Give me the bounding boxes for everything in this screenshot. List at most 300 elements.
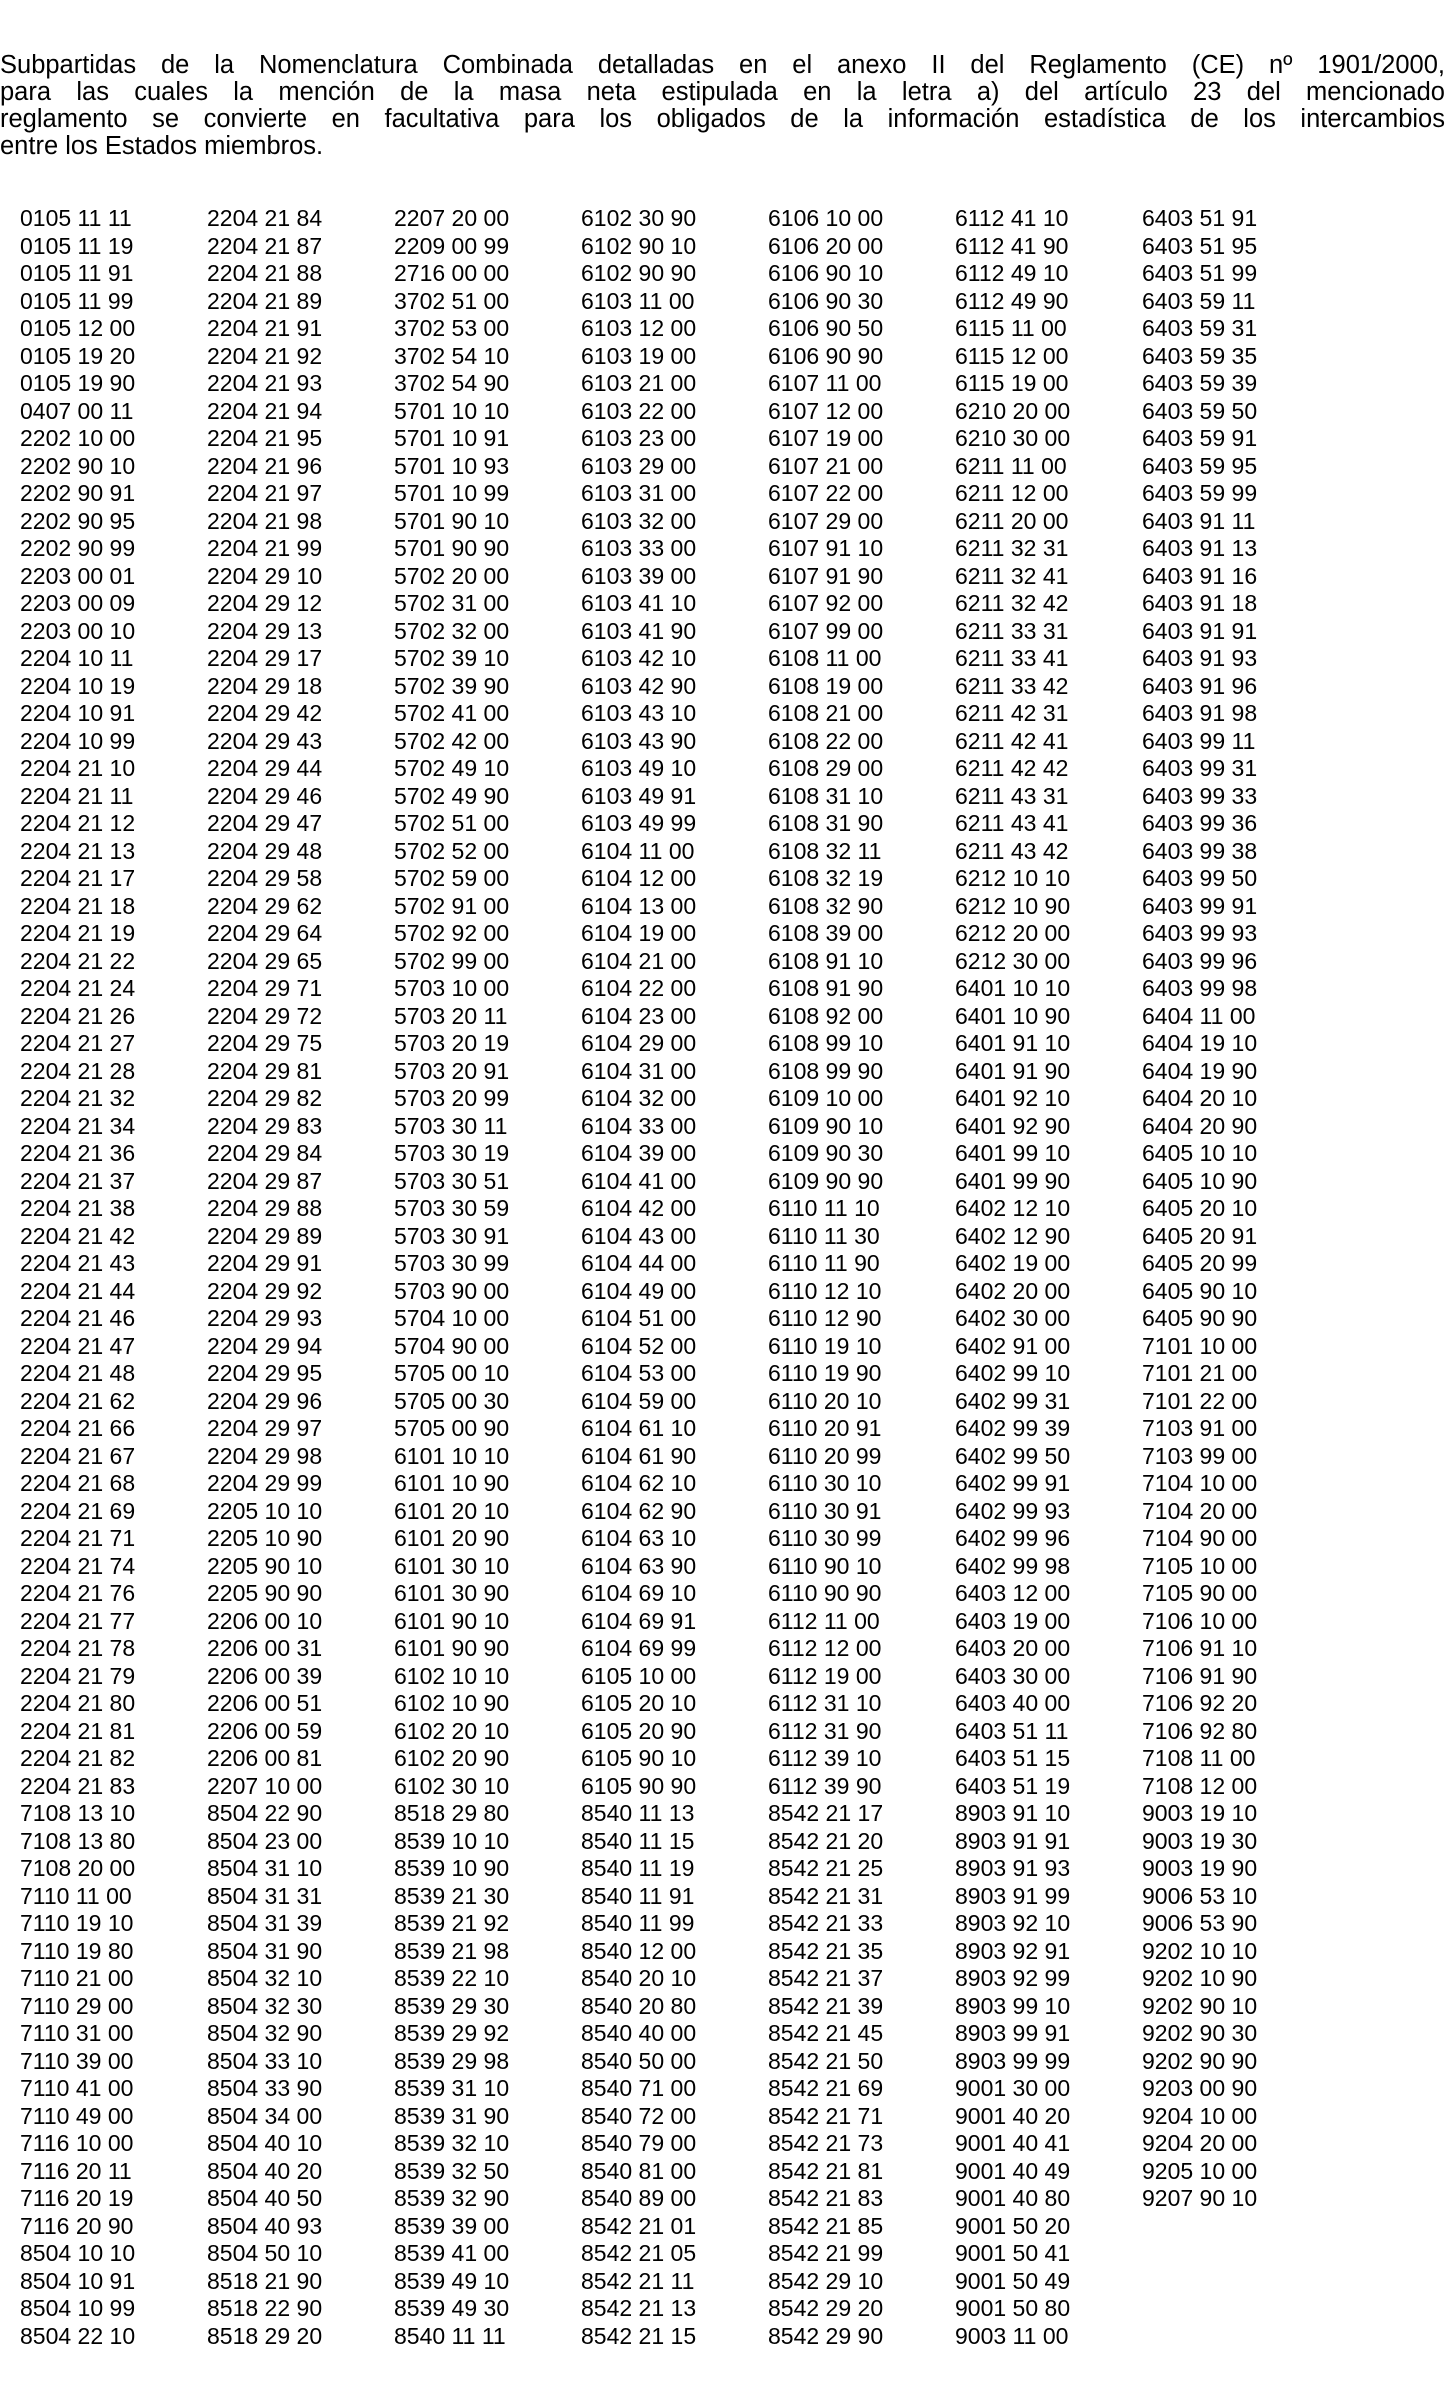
cn-code: 6211 33 41 bbox=[955, 645, 1069, 671]
cn-code: 6401 10 90 bbox=[955, 1002, 1071, 1029]
cn-code: 2204 29 65 bbox=[207, 947, 323, 974]
cn-code: 6115 11 00 bbox=[955, 315, 1067, 341]
cn-code: 8540 11 19 bbox=[581, 1855, 695, 1881]
cn-code: 8504 10 99 bbox=[20, 2295, 136, 2321]
cn-code: 6405 90 10 bbox=[1142, 1277, 1258, 1304]
cn-code: 6103 43 10 bbox=[581, 700, 697, 726]
cn-code: 5703 20 11 bbox=[394, 1002, 508, 1029]
cn-code: 2204 29 13 bbox=[207, 617, 323, 644]
cn-code: 6104 51 00 bbox=[581, 1305, 697, 1331]
code-column bbox=[768, 205, 938, 2350]
cn-code: 9001 40 20 bbox=[955, 2102, 1071, 2129]
cn-code: 6107 91 90 bbox=[768, 562, 884, 589]
cn-code: 6211 32 31 bbox=[955, 535, 1069, 561]
cn-code: 9001 50 20 bbox=[955, 2212, 1071, 2239]
cn-code: 2203 00 10 bbox=[20, 617, 136, 644]
cn-code: 6103 42 90 bbox=[581, 672, 697, 699]
cn-code: 8539 32 10 bbox=[394, 2130, 510, 2156]
cn-code: 2206 00 51 bbox=[207, 1690, 323, 1716]
cn-code: 6110 19 90 bbox=[768, 1360, 882, 1386]
cn-code: 2204 29 99 bbox=[207, 1470, 323, 1496]
cn-code: 8504 32 10 bbox=[207, 1965, 323, 1991]
cn-code: 6110 30 99 bbox=[768, 1525, 882, 1551]
cn-code: 6402 99 50 bbox=[955, 1442, 1071, 1469]
cn-code: 6104 69 99 bbox=[581, 1635, 697, 1661]
cn-code: 8540 11 91 bbox=[581, 1882, 695, 1909]
cn-code: 8542 21 17 bbox=[768, 1800, 884, 1826]
cn-code: 2204 29 91 bbox=[207, 1250, 323, 1276]
cn-code: 8504 40 20 bbox=[207, 2157, 323, 2184]
cn-code: 7108 20 00 bbox=[20, 1855, 136, 1881]
cn-code: 6210 30 00 bbox=[955, 425, 1071, 451]
cn-code: 8504 31 31 bbox=[207, 1882, 323, 1909]
cn-code: 2202 90 99 bbox=[20, 535, 136, 561]
cn-code: 6106 90 10 bbox=[768, 260, 884, 286]
cn-code: 6104 31 00 bbox=[581, 1057, 697, 1084]
cn-code: 2204 21 32 bbox=[20, 1085, 136, 1111]
cn-code: 8542 21 39 bbox=[768, 1992, 884, 2019]
cn-code: 2204 21 68 bbox=[20, 1470, 136, 1496]
cn-code: 6402 99 96 bbox=[955, 1525, 1071, 1551]
cn-code: 9202 10 90 bbox=[1142, 1965, 1258, 1991]
cn-code: 6110 12 10 bbox=[768, 1277, 882, 1304]
cn-code: 5705 00 90 bbox=[394, 1415, 510, 1441]
cn-code: 8542 21 11 bbox=[581, 2267, 695, 2294]
cn-code: 8542 29 90 bbox=[768, 2322, 884, 2349]
cn-code: 6107 19 00 bbox=[768, 425, 884, 451]
cn-code: 7104 10 00 bbox=[1142, 1470, 1258, 1496]
cn-code: 7108 11 00 bbox=[1142, 1745, 1256, 1771]
cn-code: 8540 20 80 bbox=[581, 1992, 697, 2019]
cn-code: 0105 19 20 bbox=[20, 342, 136, 369]
cn-code: 5703 30 19 bbox=[394, 1140, 510, 1166]
cn-code: 6104 42 00 bbox=[581, 1195, 697, 1221]
cn-code: 6108 99 90 bbox=[768, 1057, 884, 1084]
cn-code: 8540 40 00 bbox=[581, 2020, 697, 2046]
cn-code: 6112 31 10 bbox=[768, 1690, 882, 1716]
cn-code: 2204 29 72 bbox=[207, 1002, 323, 1029]
cn-code: 6108 31 90 bbox=[768, 810, 884, 836]
intro-line: entre los Estados miembros. bbox=[0, 132, 324, 160]
cn-code: 9001 40 80 bbox=[955, 2185, 1071, 2211]
cn-code: 2204 29 96 bbox=[207, 1387, 323, 1414]
cn-code: 8539 21 92 bbox=[394, 1910, 510, 1936]
cn-code: 6103 41 10 bbox=[581, 590, 697, 616]
cn-code: 2204 21 12 bbox=[20, 810, 136, 836]
code-column bbox=[581, 205, 751, 2350]
cn-code: 0105 11 11 bbox=[20, 205, 132, 231]
cn-code: 2204 21 47 bbox=[20, 1332, 136, 1359]
cn-code: 2204 21 43 bbox=[20, 1250, 136, 1276]
cn-code: 6108 19 00 bbox=[768, 672, 884, 699]
cn-code: 6109 10 00 bbox=[768, 1085, 884, 1111]
cn-code: 6211 32 42 bbox=[955, 590, 1069, 616]
cn-code: 9003 11 00 bbox=[955, 2322, 1069, 2349]
cn-code: 8542 21 15 bbox=[581, 2322, 697, 2349]
cn-code: 6211 11 00 bbox=[955, 452, 1067, 479]
cn-code: 6106 90 90 bbox=[768, 342, 884, 369]
cn-code: 6405 20 99 bbox=[1142, 1250, 1258, 1276]
cn-code: 6211 42 42 bbox=[955, 755, 1069, 781]
cn-code: 9202 90 10 bbox=[1142, 1992, 1258, 2019]
cn-code: 5705 00 30 bbox=[394, 1387, 510, 1414]
cn-code: 8539 49 10 bbox=[394, 2267, 510, 2294]
cn-code: 6104 43 00 bbox=[581, 1222, 697, 1249]
cn-code: 2204 29 88 bbox=[207, 1195, 323, 1221]
cn-code: 7104 90 00 bbox=[1142, 1525, 1258, 1551]
cn-code: 5702 99 00 bbox=[394, 947, 510, 974]
cn-code: 6112 49 90 bbox=[955, 287, 1069, 314]
cn-code: 6403 59 91 bbox=[1142, 425, 1258, 451]
cn-code: 6104 11 00 bbox=[581, 837, 695, 864]
intro-line: Subpartidas de la Nomenclatura Combinada detalladas en el anexo II del Reglamento (CE) nº 1901/2000, bbox=[0, 51, 1445, 79]
cn-code: 2204 21 83 bbox=[20, 1772, 136, 1799]
cn-code: 6402 30 00 bbox=[955, 1305, 1071, 1331]
cn-code: 2202 90 10 bbox=[20, 452, 136, 479]
cn-code: 9006 53 10 bbox=[1142, 1882, 1258, 1909]
cn-code: 6404 19 10 bbox=[1142, 1030, 1258, 1056]
cn-code: 2204 21 92 bbox=[207, 342, 323, 369]
cn-code: 6405 10 90 bbox=[1142, 1167, 1258, 1194]
cn-code: 8504 31 10 bbox=[207, 1855, 323, 1881]
cn-code: 6109 90 30 bbox=[768, 1140, 884, 1166]
cn-code: 2204 21 94 bbox=[207, 397, 323, 424]
cn-code: 6405 10 10 bbox=[1142, 1140, 1258, 1166]
cn-code: 8542 21 31 bbox=[768, 1882, 884, 1909]
cn-code: 7116 20 90 bbox=[20, 2212, 134, 2239]
cn-code: 6103 32 00 bbox=[581, 507, 697, 534]
cn-code: 6108 32 19 bbox=[768, 865, 884, 891]
cn-code: 0105 11 19 bbox=[20, 232, 134, 259]
cn-code: 6110 11 30 bbox=[768, 1222, 880, 1249]
cn-code: 6103 19 00 bbox=[581, 342, 697, 369]
cn-code: 9003 19 30 bbox=[1142, 1827, 1258, 1854]
cn-code: 6212 10 90 bbox=[955, 892, 1071, 919]
cn-code: 6104 62 10 bbox=[581, 1470, 697, 1496]
cn-code: 6103 23 00 bbox=[581, 425, 697, 451]
cn-code: 6104 59 00 bbox=[581, 1387, 697, 1414]
cn-code: 6105 20 10 bbox=[581, 1690, 697, 1716]
cn-code: 6106 10 00 bbox=[768, 205, 884, 231]
cn-code: 6210 20 00 bbox=[955, 397, 1071, 424]
cn-code: 2202 90 95 bbox=[20, 507, 136, 534]
cn-code: 6104 49 00 bbox=[581, 1277, 697, 1304]
cn-code: 6403 51 99 bbox=[1142, 260, 1258, 286]
cn-code: 6101 10 90 bbox=[394, 1470, 510, 1496]
cn-code: 8518 21 90 bbox=[207, 2267, 323, 2294]
cn-code: 6102 10 10 bbox=[394, 1662, 510, 1689]
cn-code: 6108 39 00 bbox=[768, 920, 884, 946]
cn-code: 2204 21 66 bbox=[20, 1415, 136, 1441]
code-column bbox=[207, 205, 377, 2350]
cn-code: 2204 21 74 bbox=[20, 1552, 136, 1579]
cn-code: 2204 21 84 bbox=[207, 205, 323, 231]
cn-code: 6403 99 36 bbox=[1142, 810, 1258, 836]
cn-code: 8540 11 13 bbox=[581, 1800, 695, 1826]
code-column bbox=[20, 205, 190, 2350]
cn-code: 5702 39 90 bbox=[394, 672, 510, 699]
cn-code: 6103 12 00 bbox=[581, 315, 697, 341]
cn-code: 9001 50 49 bbox=[955, 2267, 1071, 2294]
cn-code: 0105 11 91 bbox=[20, 260, 134, 286]
cn-code: 2205 90 10 bbox=[207, 1552, 323, 1579]
cn-code: 2204 21 67 bbox=[20, 1442, 136, 1469]
cn-code: 8539 41 00 bbox=[394, 2240, 510, 2266]
cn-code: 7106 92 80 bbox=[1142, 1717, 1258, 1744]
cn-code: 6103 43 90 bbox=[581, 727, 697, 754]
cn-code: 6403 91 16 bbox=[1142, 562, 1258, 589]
cn-code: 8903 92 99 bbox=[955, 1965, 1071, 1991]
cn-code: 7106 92 20 bbox=[1142, 1690, 1258, 1716]
cn-code: 6108 31 10 bbox=[768, 782, 884, 809]
cn-code: 2204 21 99 bbox=[207, 535, 323, 561]
cn-code: 2204 29 48 bbox=[207, 837, 323, 864]
cn-code: 2202 90 91 bbox=[20, 480, 136, 506]
cn-code: 2204 21 46 bbox=[20, 1305, 136, 1331]
cn-code: 6110 20 91 bbox=[768, 1415, 882, 1441]
cn-code: 6106 90 30 bbox=[768, 287, 884, 314]
cn-code: 6108 91 90 bbox=[768, 975, 884, 1001]
cn-code: 6104 69 10 bbox=[581, 1580, 697, 1606]
cn-code: 6402 91 00 bbox=[955, 1332, 1071, 1359]
cn-code: 6104 19 00 bbox=[581, 920, 697, 946]
cn-code: 8539 21 98 bbox=[394, 1937, 510, 1964]
cn-code: 5703 20 19 bbox=[394, 1030, 510, 1056]
cn-code: 5702 51 00 bbox=[394, 810, 510, 836]
cn-code: 5703 30 91 bbox=[394, 1222, 510, 1249]
cn-code: 2204 21 22 bbox=[20, 947, 136, 974]
cn-code: 8504 40 10 bbox=[207, 2130, 323, 2156]
cn-code: 6404 20 90 bbox=[1142, 1112, 1258, 1139]
cn-code: 2205 10 90 bbox=[207, 1525, 323, 1551]
cn-code: 2204 21 13 bbox=[20, 837, 136, 864]
cn-code: 6110 11 90 bbox=[768, 1250, 880, 1276]
cn-code: 2204 21 24 bbox=[20, 975, 136, 1001]
cn-code: 6403 99 91 bbox=[1142, 892, 1258, 919]
cn-code: 6110 20 10 bbox=[768, 1387, 882, 1414]
cn-code: 6101 10 10 bbox=[394, 1442, 510, 1469]
cn-code: 2204 21 95 bbox=[207, 425, 323, 451]
cn-code: 6104 53 00 bbox=[581, 1360, 697, 1386]
cn-code: 6108 92 00 bbox=[768, 1002, 884, 1029]
cn-code: 7106 91 90 bbox=[1142, 1662, 1258, 1689]
cn-code: 6402 99 98 bbox=[955, 1552, 1071, 1579]
cn-code: 6107 11 00 bbox=[768, 370, 882, 396]
cn-code: 6102 30 10 bbox=[394, 1772, 510, 1799]
cn-code: 6403 91 13 bbox=[1142, 535, 1258, 561]
cn-code: 2716 00 00 bbox=[394, 260, 510, 286]
code-column bbox=[955, 205, 1125, 2350]
cn-code: 6401 92 90 bbox=[955, 1112, 1071, 1139]
cn-code: 2204 21 88 bbox=[207, 260, 323, 286]
cn-code: 2204 21 37 bbox=[20, 1167, 136, 1194]
cn-code: 6112 39 10 bbox=[768, 1745, 882, 1771]
cn-code: 6108 22 00 bbox=[768, 727, 884, 754]
cn-code: 8539 21 30 bbox=[394, 1882, 510, 1909]
cn-code: 6402 99 31 bbox=[955, 1387, 1071, 1414]
cn-code: 8539 29 92 bbox=[394, 2020, 510, 2046]
cn-code: 6102 20 90 bbox=[394, 1745, 510, 1771]
cn-code: 6112 41 90 bbox=[955, 232, 1069, 259]
cn-code: 8542 21 83 bbox=[768, 2185, 884, 2211]
cn-code: 6108 91 10 bbox=[768, 947, 884, 974]
cn-code: 3702 51 00 bbox=[394, 287, 510, 314]
cn-code: 7108 13 10 bbox=[20, 1800, 136, 1826]
cn-code: 8539 32 90 bbox=[394, 2185, 510, 2211]
cn-code: 6403 91 11 bbox=[1142, 507, 1256, 534]
cn-code: 6402 20 00 bbox=[955, 1277, 1071, 1304]
cn-code: 5703 30 11 bbox=[394, 1112, 508, 1139]
cn-code: 3702 53 00 bbox=[394, 315, 510, 341]
cn-code: 7105 10 00 bbox=[1142, 1552, 1258, 1579]
cn-code: 8504 10 10 bbox=[20, 2240, 136, 2266]
cn-code: 8539 49 30 bbox=[394, 2295, 510, 2321]
cn-code: 5703 20 99 bbox=[394, 1085, 510, 1111]
cn-code: 8903 91 93 bbox=[955, 1855, 1071, 1881]
cn-code: 6211 20 00 bbox=[955, 507, 1069, 534]
cn-code: 6403 99 98 bbox=[1142, 975, 1258, 1001]
cn-code: 6103 11 00 bbox=[581, 287, 695, 314]
cn-code: 7116 20 11 bbox=[20, 2157, 132, 2184]
cn-code: 6401 91 10 bbox=[955, 1030, 1071, 1056]
cn-code: 5701 10 10 bbox=[394, 397, 510, 424]
cn-code: 2204 21 87 bbox=[207, 232, 323, 259]
cn-code: 6211 43 42 bbox=[955, 837, 1069, 864]
cn-code: 6403 40 00 bbox=[955, 1690, 1071, 1716]
cn-code: 6103 29 00 bbox=[581, 452, 697, 479]
cn-code: 7101 21 00 bbox=[1142, 1360, 1258, 1386]
cn-code: 9001 30 00 bbox=[955, 2075, 1071, 2101]
cn-code: 8903 91 99 bbox=[955, 1882, 1071, 1909]
cn-code: 6404 11 00 bbox=[1142, 1002, 1256, 1029]
cn-code: 2204 29 84 bbox=[207, 1140, 323, 1166]
cn-code: 5702 92 00 bbox=[394, 920, 510, 946]
cn-code: 7103 91 00 bbox=[1142, 1415, 1258, 1441]
cn-code: 2204 21 93 bbox=[207, 370, 323, 396]
cn-code: 2204 21 26 bbox=[20, 1002, 136, 1029]
cn-code: 2204 21 34 bbox=[20, 1112, 136, 1139]
cn-code: 6103 31 00 bbox=[581, 480, 697, 506]
cn-code: 6110 30 10 bbox=[768, 1470, 882, 1496]
cn-code: 6107 29 00 bbox=[768, 507, 884, 534]
cn-code: 8518 29 80 bbox=[394, 1800, 510, 1826]
cn-code: 8539 32 50 bbox=[394, 2157, 510, 2184]
cn-code: 6103 49 99 bbox=[581, 810, 697, 836]
cn-code: 7110 19 80 bbox=[20, 1937, 134, 1964]
cn-code: 7101 10 00 bbox=[1142, 1332, 1258, 1359]
cn-code: 6105 10 00 bbox=[581, 1662, 697, 1689]
cn-code: 8542 29 10 bbox=[768, 2267, 884, 2294]
cn-code: 2204 21 28 bbox=[20, 1057, 136, 1084]
cn-code: 9001 50 41 bbox=[955, 2240, 1071, 2266]
cn-code: 6104 63 90 bbox=[581, 1552, 697, 1579]
cn-code: 8539 29 98 bbox=[394, 2047, 510, 2074]
cn-code: 8539 31 90 bbox=[394, 2102, 510, 2129]
cn-code: 8542 21 25 bbox=[768, 1855, 884, 1881]
cn-code: 6403 99 33 bbox=[1142, 782, 1258, 809]
cn-code: 2204 21 91 bbox=[207, 315, 323, 341]
cn-code: 9001 40 49 bbox=[955, 2157, 1071, 2184]
cn-code: 5702 49 90 bbox=[394, 782, 510, 809]
cn-code: 2204 29 62 bbox=[207, 892, 323, 919]
cn-code: 2204 21 81 bbox=[20, 1717, 136, 1744]
cn-code: 5702 49 10 bbox=[394, 755, 510, 781]
cn-code: 6101 20 10 bbox=[394, 1497, 510, 1524]
cn-code: 6402 12 90 bbox=[955, 1222, 1071, 1249]
cn-code: 6401 91 90 bbox=[955, 1057, 1071, 1084]
cn-code: 6211 33 31 bbox=[955, 617, 1069, 644]
cn-code: 0105 11 99 bbox=[20, 287, 134, 314]
cn-code: 8903 92 10 bbox=[955, 1910, 1071, 1936]
cn-code: 2209 00 99 bbox=[394, 232, 510, 259]
cn-code: 6105 20 90 bbox=[581, 1717, 697, 1744]
cn-code: 8542 21 50 bbox=[768, 2047, 884, 2074]
cn-code: 2204 21 18 bbox=[20, 892, 136, 919]
cn-code: 7105 90 00 bbox=[1142, 1580, 1258, 1606]
cn-code: 8504 22 90 bbox=[207, 1800, 323, 1826]
cn-code: 2204 29 17 bbox=[207, 645, 323, 671]
cn-code: 6403 19 00 bbox=[955, 1607, 1071, 1634]
cn-code: 7116 10 00 bbox=[20, 2130, 134, 2156]
cn-code: 6106 20 00 bbox=[768, 232, 884, 259]
cn-code: 6108 32 11 bbox=[768, 837, 882, 864]
cn-code: 8542 21 99 bbox=[768, 2240, 884, 2266]
cn-code: 6403 99 93 bbox=[1142, 920, 1258, 946]
cn-code: 2206 00 31 bbox=[207, 1635, 323, 1661]
cn-code: 6104 33 00 bbox=[581, 1112, 697, 1139]
cn-code: 2204 21 36 bbox=[20, 1140, 136, 1166]
cn-code: 2205 10 10 bbox=[207, 1497, 323, 1524]
cn-code: 6115 19 00 bbox=[955, 370, 1069, 396]
cn-code: 8542 21 71 bbox=[768, 2102, 884, 2129]
cn-code: 8540 89 00 bbox=[581, 2185, 697, 2211]
cn-code: 6103 22 00 bbox=[581, 397, 697, 424]
cn-code: 2204 21 71 bbox=[20, 1525, 136, 1551]
cn-code: 6101 30 10 bbox=[394, 1552, 510, 1579]
cn-code: 9202 10 10 bbox=[1142, 1937, 1258, 1964]
cn-code: 2204 29 43 bbox=[207, 727, 323, 754]
cn-code: 2204 21 97 bbox=[207, 480, 323, 506]
cn-code: 7103 99 00 bbox=[1142, 1442, 1258, 1469]
cn-code: 8540 71 00 bbox=[581, 2075, 697, 2101]
cn-code: 8540 50 00 bbox=[581, 2047, 697, 2074]
cn-code: 5703 30 51 bbox=[394, 1167, 510, 1194]
cn-code: 7110 21 00 bbox=[20, 1965, 134, 1991]
cn-code: 2204 21 10 bbox=[20, 755, 136, 781]
cn-code: 2204 29 47 bbox=[207, 810, 323, 836]
cn-code: 8504 23 00 bbox=[207, 1827, 323, 1854]
cn-code: 6403 51 95 bbox=[1142, 232, 1258, 259]
cn-code: 6403 91 18 bbox=[1142, 590, 1258, 616]
cn-code: 6112 39 90 bbox=[768, 1772, 882, 1799]
cn-code: 2204 29 95 bbox=[207, 1360, 323, 1386]
cn-code: 8540 11 11 bbox=[394, 2322, 506, 2349]
cn-code: 6212 20 00 bbox=[955, 920, 1071, 946]
cn-code: 9207 90 10 bbox=[1142, 2185, 1258, 2211]
cn-code: 5702 41 00 bbox=[394, 700, 510, 726]
cn-code: 6403 59 35 bbox=[1142, 342, 1258, 369]
cn-code: 6103 49 10 bbox=[581, 755, 697, 781]
cn-code: 6104 12 00 bbox=[581, 865, 697, 891]
cn-code: 6110 90 10 bbox=[768, 1552, 882, 1579]
code-grid bbox=[0, 205, 1445, 2385]
cn-code: 6211 43 31 bbox=[955, 782, 1069, 809]
cn-code: 7116 20 19 bbox=[20, 2185, 134, 2211]
cn-code: 6101 20 90 bbox=[394, 1525, 510, 1551]
cn-code: 8542 21 35 bbox=[768, 1937, 884, 1964]
cn-code: 8542 29 20 bbox=[768, 2295, 884, 2321]
cn-code: 6211 43 41 bbox=[955, 810, 1069, 836]
